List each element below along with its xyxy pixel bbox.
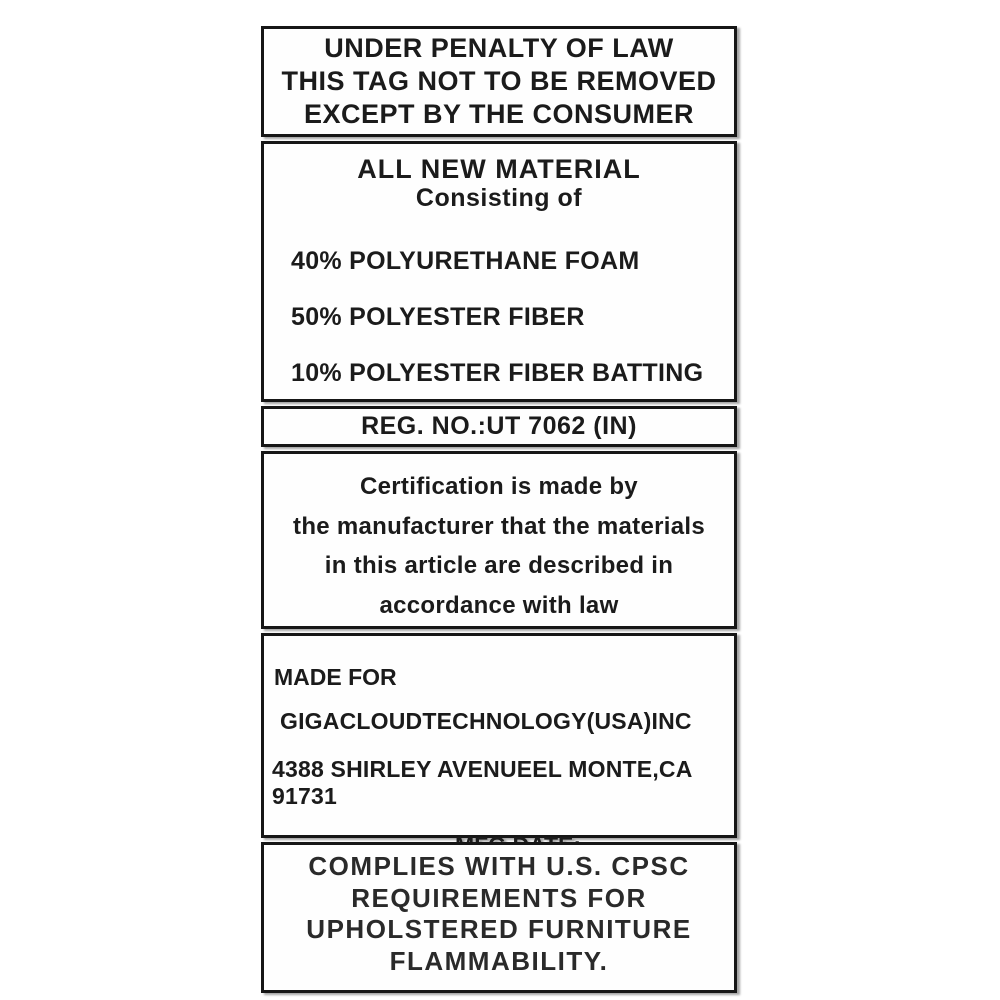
made-for-section: [261, 633, 737, 838]
certification-line-3: in this article are described in: [324, 552, 674, 579]
registration-section: [261, 406, 737, 447]
compliance-line-2: REQUIREMENTS FOR: [351, 882, 647, 913]
compliance-section: [261, 842, 737, 993]
material-item-batting: 10% POLYESTER FIBER BATTING: [291, 359, 704, 387]
certification-section: [261, 451, 737, 629]
certification-line-2: the manufacturer that the materials: [293, 512, 705, 540]
materials-list: [264, 247, 734, 388]
penalty-line-2: THIS TAG NOT TO BE REMOVED: [281, 66, 717, 96]
made-for-label: MADE FOR: [274, 664, 397, 690]
penalty-header-section: [261, 26, 737, 137]
materials-title: ALL NEW MATERIAL: [357, 154, 641, 184]
penalty-line-3: EXCEPT BY THE CONSUMER: [303, 99, 695, 129]
registration-number: REG. NO.:UT 7062 (IN): [361, 412, 637, 440]
materials-subtitle: Consisting of: [415, 184, 583, 212]
material-item-foam: 40% POLYURETHANE FOAM: [291, 247, 640, 275]
compliance-line-4: FLAMMABILITY.: [389, 945, 609, 976]
certification-line-1: Certification is made by: [360, 473, 638, 500]
materials-section: [261, 141, 737, 402]
made-for-address: 4388 SHIRLEY AVENUEEL MONTE,CA 91731: [272, 756, 692, 809]
material-item-fiber: 50% POLYESTER FIBER: [291, 303, 585, 331]
compliance-line-1: COMPLIES WITH U.S. CPSC: [308, 851, 690, 881]
made-for-company: GIGACLOUDTECHNOLOGY(USA)INC: [280, 708, 692, 734]
law-label-tag: [261, 26, 737, 993]
penalty-line-1: UNDER PENALTY OF LAW: [324, 33, 674, 63]
compliance-line-3: UPHOLSTERED FURNITURE: [306, 914, 692, 944]
certification-line-4: accordance with law: [379, 591, 619, 619]
